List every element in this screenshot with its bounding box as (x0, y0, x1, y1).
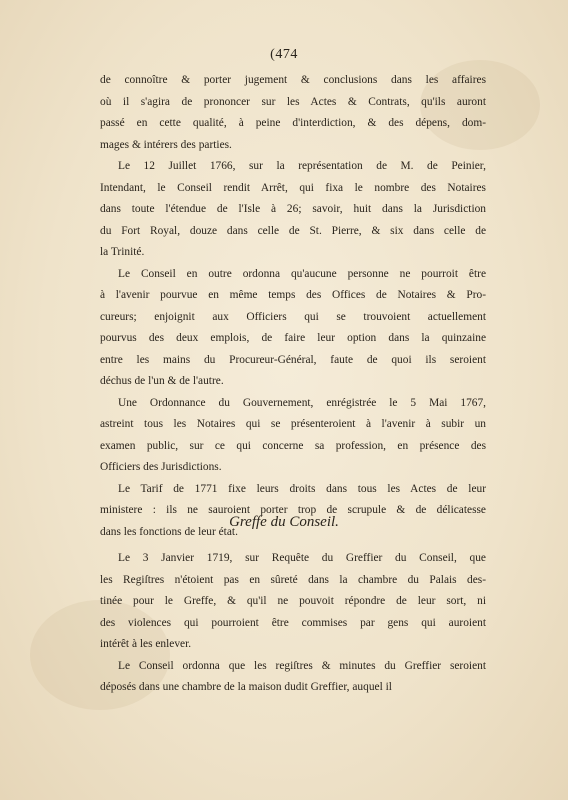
text-line: dans les fonctions de leur état. (100, 525, 238, 538)
text-line: Le Tarif de 1771 fixe leurs droits dans tous les Actes de leur (118, 482, 486, 495)
text-line: cureurs; enjoignit aux Officiers qui se trouvoient actuellement (100, 310, 486, 323)
text-line: Le 3 Janvier 1719, sur Requête du Greffier du Conseil, que (118, 552, 486, 564)
page-number: (474 (270, 47, 298, 62)
text-line: mages & intérers des parties. (100, 138, 232, 151)
text-line: la Trinité. (100, 246, 145, 258)
text-line: déposés dans une chambre de la maison dudit Greffier, auquel il (100, 681, 392, 693)
text-line: examen public, sur ce qui concerne sa profession, en présence des (100, 439, 486, 452)
body-text-top (100, 70, 486, 543)
text-line: ministere : ils ne sauroient porter trop de scrupule & de délicatesse (100, 504, 486, 516)
text-line: Officiers des Jurisdictions. (100, 461, 222, 473)
text-line: dans toute l'étendue de l'Isle à 26; savoir, huit dans la Jurisdiction (100, 203, 486, 215)
text-line: pourvus des deux emplois, de faire leur option dans la quinzaine (100, 332, 486, 344)
text-line: Une Ordonnance du Gouvernement, enrégistrée le 5 Mai 1767, (118, 396, 486, 409)
paragraph (100, 70, 486, 156)
text-line: où il s'agira de prononcer sur les Actes & Contrats, qu'ils auront (100, 95, 486, 108)
text-line: Le Conseil ordonna que les regiſtres & minutes du Greffier seroient (118, 659, 486, 672)
body-text-bottom (100, 548, 486, 699)
text-line: Le Conseil en outre ordonna qu'aucune personne ne pourroit être (118, 267, 486, 280)
text-line: entre les mains du Procureur-Général, faute de quoi ils seroient (100, 353, 486, 366)
paragraph (100, 393, 486, 479)
paragraph (100, 548, 486, 656)
paragraph (100, 656, 486, 699)
text-line: de connoître & porter jugement & conclusions dans les affaires (100, 74, 486, 86)
text-line: des violences qui pourroient être commises par gens qui auroient (100, 616, 486, 629)
paragraph (100, 479, 486, 544)
text-line: astreint tous les Notaires qui se présenteroient à l'avenir à subir un (100, 418, 486, 430)
text-line: intérêt à les enlever. (100, 638, 192, 650)
text-line: Le 12 Juillet 1766, sur la représentation de M. de Peinier, (118, 160, 486, 172)
text-line: Intendant, le Conseil rendit Arrêt, qui fixa le nombre des Notaires (100, 181, 486, 194)
section-heading: Greffe du Conseil. (229, 514, 339, 530)
text-line: déchus de l'un & de l'autre. (100, 375, 224, 387)
paragraph (100, 156, 486, 264)
text-line: passé en cette qualité, à peine d'interdiction, & des dépens, dom- (100, 117, 486, 129)
text-line: du Fort Royal, douze dans celle de St. Pierre, & six dans celle de (100, 224, 486, 237)
paragraph (100, 264, 486, 393)
text-line: tinée pour le Greffe, & qu'il ne pouvoit répondre de leur sort, ni (100, 595, 486, 607)
text-line: les Regiſtres n'étoient pas en sûreté dans la chambre du Palais des- (100, 573, 486, 586)
text-line: à l'avenir pourvue en même temps des Offices de Notaires & Pro- (100, 289, 486, 301)
